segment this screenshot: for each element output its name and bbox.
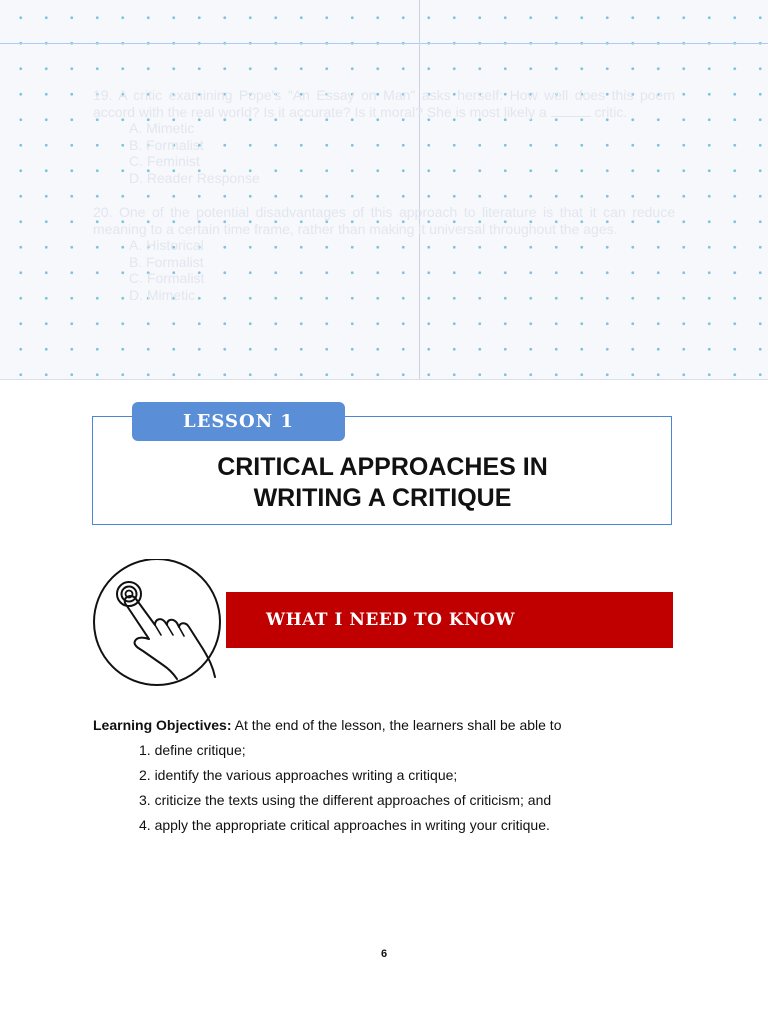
page-number: 6 <box>380 948 388 960</box>
section-banner-label: WHAT I NEED TO KNOW <box>266 610 516 630</box>
objective-item: 4. apply the appropriate critical approaches in writing your critique. <box>139 817 550 833</box>
objectives-heading: Learning Objectives: <box>93 717 232 733</box>
quiz-option: B. Formalist <box>129 253 204 270</box>
objective-item: 3. criticize the texts using the different approaches of criticism; and <box>139 792 552 808</box>
objective-item: 2. identify the various approaches writing a critique; <box>139 767 458 783</box>
quiz-option: C. Feminist <box>129 153 200 169</box>
question-text: One of the potential disadvantages of this approach to literature is that it can reduce meaning to a certain time frame, rather than making it universal throughout the ages. <box>93 204 675 237</box>
lesson-tab <box>132 402 345 441</box>
lesson-tab-label: LESSON 1 <box>183 411 294 432</box>
quiz-option: A. Historical <box>129 237 204 253</box>
hand-pointer-icon <box>91 559 227 689</box>
quiz-option: D. Mimetic <box>129 286 196 303</box>
quiz-panel <box>0 0 768 380</box>
question-tail: critic. <box>594 103 628 120</box>
lesson-title-line-2: WRITING A CRITIQUE <box>253 484 512 512</box>
quiz-option: D. Reader Response <box>129 169 260 186</box>
question-number: 20. <box>93 204 113 220</box>
lesson-title-line-1: CRITICAL APPROACHES IN <box>217 453 548 481</box>
quiz-question-20 <box>93 204 675 237</box>
question-number: 19. <box>93 87 113 103</box>
quiz-option: B. Formalist <box>129 136 204 153</box>
quiz-option: A. Mimetic <box>129 120 195 136</box>
objective-item: 1. define critique; <box>139 742 246 758</box>
objectives-intro-text: At the end of the lesson, the learners shall be able to <box>231 717 562 733</box>
answer-blank <box>551 116 591 117</box>
question-text: A critic examining Pope's "An Essay on Man" asks herself: How well does this poem accord with the real world? Is it accurate? Is it moral? She is most likely a <box>93 87 675 120</box>
objectives-intro <box>93 716 693 734</box>
quiz-option: C. Formalist <box>129 270 205 286</box>
quiz-question-19 <box>93 87 675 120</box>
objectives-list <box>93 741 693 834</box>
quiz-text <box>93 87 675 303</box>
learning-objectives <box>93 716 693 834</box>
lesson-title <box>92 452 673 514</box>
panel-rule <box>0 43 768 44</box>
